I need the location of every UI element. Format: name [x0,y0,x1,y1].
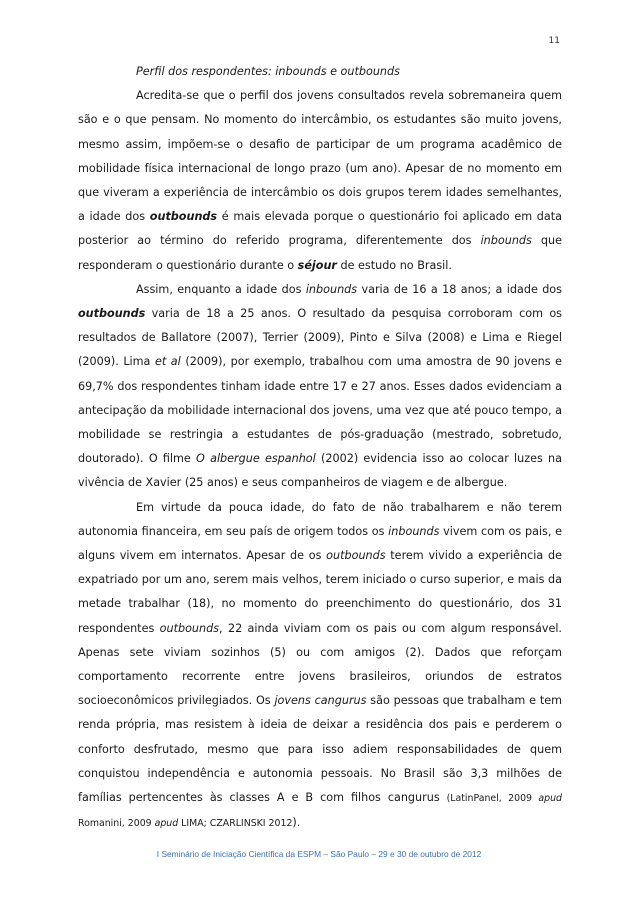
text-run: que responderam o questionário durante o [78,234,563,272]
text-run: ). [292,816,301,830]
text-run: outbounds [78,307,146,321]
text-run: vivem com os pais, e alguns vivem em internatos. Apesar de os [78,524,563,563]
text-run: séjour [297,258,337,272]
text-run: são pessoas que trabalham e tem renda própria, mas resistem à ideia de deixar a residência dos pais e perderem o conforto desfrutado, mesmo que para isso adiem responsabilidades de quem conquistou independência e autonomia pessoais. No Brasil são 3,3 milhões de famílias pertencentes às classes A e B com filhos cangurus [78,694,562,805]
text-run: et al [154,355,181,369]
text-run: , 22 ainda viviam com os pais ou com algum responsável. Apenas sete viviam sozinhos (5) ou com amigos (2). Dados que reforçam comportamento recorrente entre jovens brasileiros, oriundos de estratos socioeconômicos privilegiados. Os [78,621,562,708]
text-run: LIMA; CZARLINSKI 2012 [178,818,293,830]
section-subtitle: Perfil dos respondentes: inbounds e outbounds [136,65,400,78]
text-run: Acredita-se que o perfil dos jovens consultados revela sobremaneira quem são e o que pensam. No momento do intercâmbio, os estudantes são muito jovens, mesmo assim, impõem-se o desafio de participar de um programa acadêmico de mobilidade física internacional de longo prazo (um ano). Apesar de no momento em que viveram a experiência de intercâmbio os dois grupos terem idades semelhantes, a idade dos [78,89,562,224]
text-run: varia de 18 a 25 anos. O resultado da pesquisa corroboram com os resultados de Ballatore (2007), Terrier (2009), Pinto e Silva (2008) e Lima e Riegel (2009). Lima [78,307,562,369]
text-run: inbounds [388,524,440,538]
text-run: Assim, enquanto a idade dos [136,282,306,296]
text-run: de estudo no Brasil. [336,258,452,272]
text-run: apud [154,818,179,830]
document-body [78,60,562,837]
text-run: (2002) evidencia isso ao colocar luzes na vivência de Xavier (25 anos) e seus companheiros de viagem e de albergue. [78,452,562,490]
text-run: outbounds [159,621,220,635]
text-run: O albergue espanhol [196,452,316,466]
paragraph-1 [78,84,562,278]
text-run: é mais elevada porque o questionário foi aplicado em data posterior ao término do referido programa, diferentemente dos [78,210,562,248]
text-run: varia de 16 a 18 anos; a idade dos [357,282,562,296]
text-run: Romanini, 2009 [78,818,155,830]
text-run: Em virtude da pouca idade, do fato de não trabalharem e não terem autonomia financeira, em seu país de origem todos os [78,500,562,538]
text-run: inbounds [305,282,358,296]
page-number: 11 [548,36,560,46]
text-run: terem vivido a experiência de expatriado por um ano, serem mais velhos, terem iniciado o curso superior, e mais da metade trabalhar (18), no momento do preenchimento do questionário, dos 31 respondentes [78,549,562,635]
text-run: outbounds [149,210,218,224]
text-run: (LatinPanel, 2009 [446,793,539,805]
paragraph-2 [78,278,562,496]
text-run: (2009), por exemplo, trabalhou com uma amostra de 90 jovens e 69,7% dos respondentes tinham idade entre 17 e 27 anos. Esses dados evidenciam a antecipação da mobilidade internacional dos jovens, uma vez que até pouco tempo, a mobilidade se restringia a estudantes de pós-graduação (mestrado, sobretudo, doutorado). O filme [78,355,562,466]
text-run: outbounds [326,549,386,563]
seminar-footer: I Seminário de Iniciação Científica da ESPM – São Paulo – 29 e 30 de outubro de 2012 [156,849,482,859]
text-run: inbounds [480,234,532,248]
text-run: jovens cangurus [274,694,367,708]
text-run: apud [538,793,562,805]
paragraph-3 [78,496,562,837]
